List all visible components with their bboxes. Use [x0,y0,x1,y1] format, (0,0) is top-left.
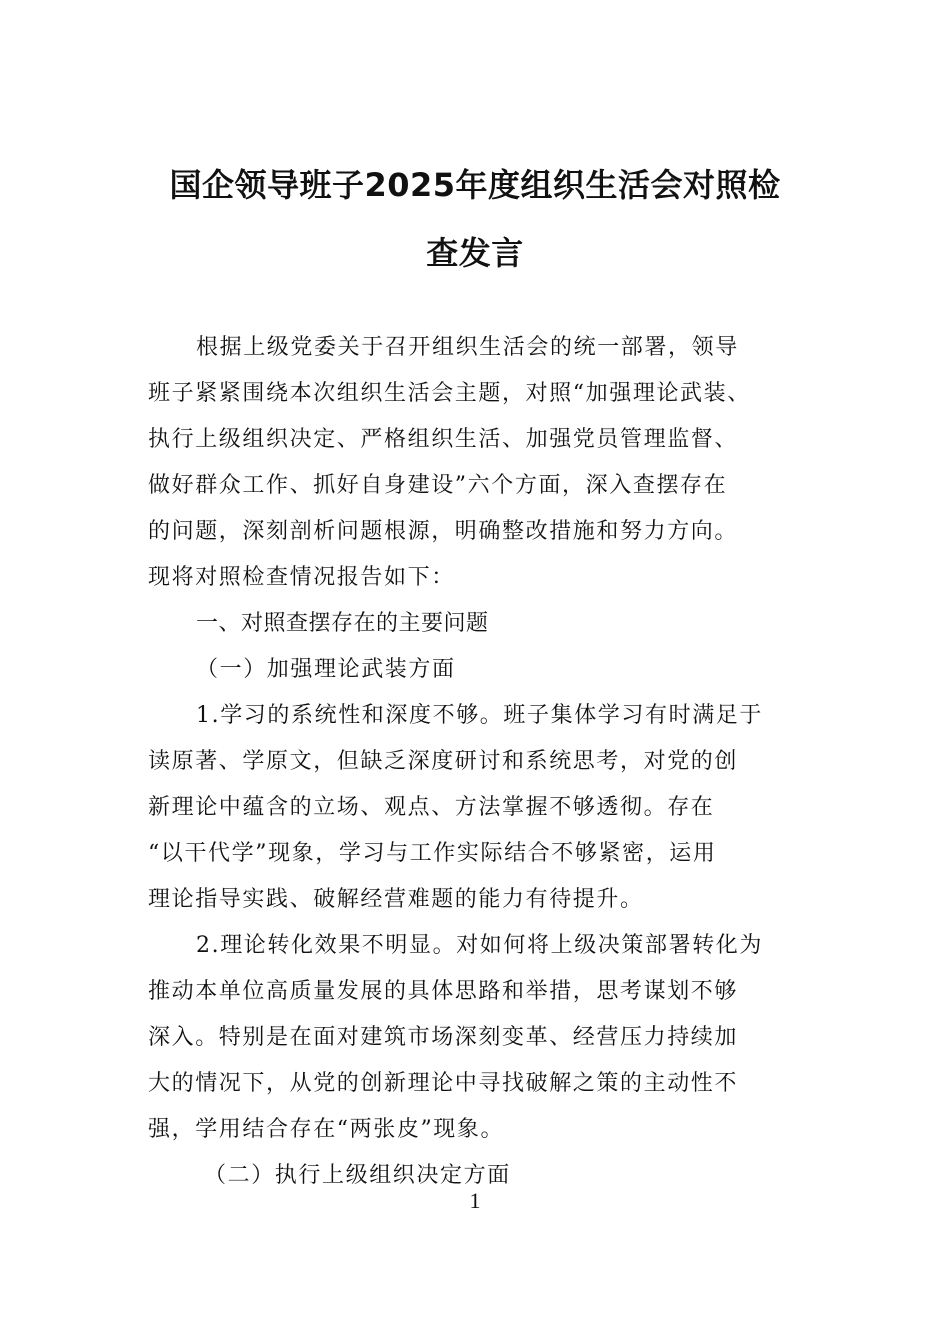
paragraph-line: 班子紧紧围绕本次组织生活会主题，对照“加强理论武装、 [148,381,751,406]
document-title-line-1: 国企领导班子2025年度组织生活会对照检 [169,166,781,204]
page-number: 1 [469,1188,481,1213]
paragraph-line: 2.理论转化效果不明显。对如何将上级决策部署转化为 [196,933,763,958]
paragraph-line: 现将对照检查情况报告如下： [148,565,455,590]
paragraph-line: 深入。特别是在面对建筑市场深刻变革、经营压力持续加 [148,1025,739,1050]
paragraph-line: 大的情况下，从党的创新理论中寻找破解之策的主动性不 [148,1071,739,1096]
paragraph-line: 推动本单位高质量发展的具体思路和举措，思考谋划不够 [148,979,739,1004]
document-title-line-2: 查发言 [426,234,524,272]
paragraph-line: 读原著、学原文，但缺乏深度研讨和系统思考，对党的创 [148,749,739,774]
subsection-heading-1: （一）加强理论武装方面 [196,657,456,682]
subsection-heading-2: （二）执行上级组织决定方面 [204,1163,511,1188]
paragraph-line: 新理论中蕴含的立场、观点、方法掌握不够透彻。存在 [148,795,715,820]
paragraph-line: 根据上级党委关于召开组织生活会的统一部署，领导 [196,335,739,360]
paragraph-line: “以干代学”现象，学习与工作实际结合不够紧密，运用 [148,841,717,866]
paragraph-line: 做好群众工作、抓好自身建设”六个方面，深入查摆存在 [148,473,728,498]
paragraph-line: 执行上级组织决定、严格组织生活、加强党员管理监督、 [148,427,739,452]
section-heading-1: 一、对照查摆存在的主要问题 [196,611,489,636]
paragraph-line: 理论指导实践、破解经营难题的能力有待提升。 [148,887,644,912]
paragraph-line: 的问题，深刻剖析问题根源，明确整改措施和努力方向。 [148,519,739,544]
paragraph-line: 1.学习的系统性和深度不够。班子集体学习有时满足于 [196,703,763,728]
paragraph-line: 强，学用结合存在“两张皮”现象。 [148,1117,505,1142]
document-body [148,332,828,1206]
